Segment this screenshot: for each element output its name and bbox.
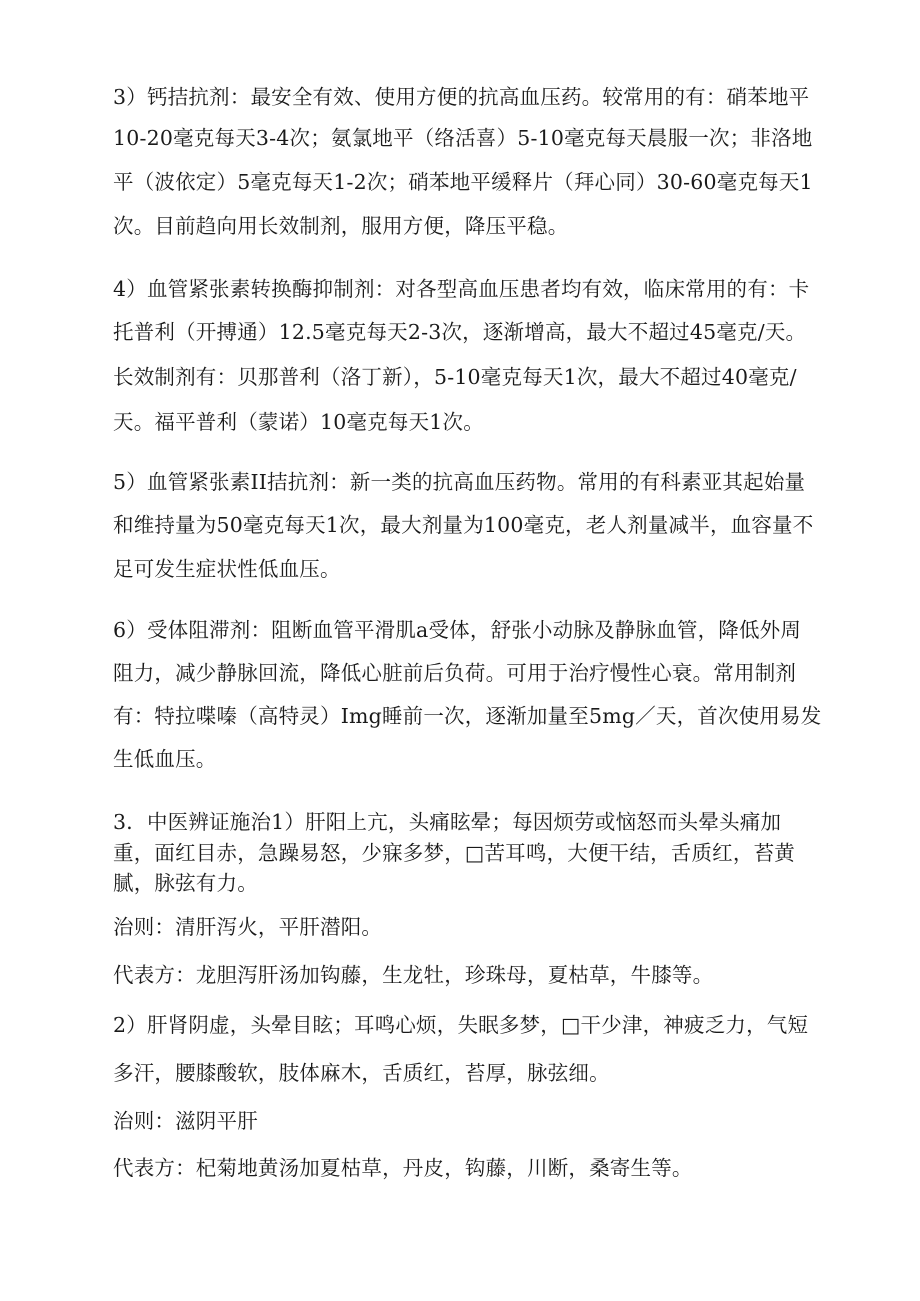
representative-formula-2: 代表方：杞菊地黄汤加夏枯草，丹皮，钩藤，川断，桑寄生等。 — [113, 1156, 693, 1180]
section-tcm-line-2: 重，面红目赤，急躁易怒，少寐多梦，□苦耳鸣，大便干结，舌质红，苔黄 — [113, 841, 795, 865]
paragraph-liver-kidney-line-2: 多汗，腰膝酸软，肢体麻木，舌质红，苔厚，脉弦细。 — [113, 1061, 610, 1085]
paragraph-calcium-antagonist-line-3: 平（波依定）5毫克每天1-2次；硝苯地平缓释片（拜心同）30-60毫克每天1 — [113, 170, 813, 194]
paragraph-calcium-antagonist-line-1: 3）钙拮抗剂：最安全有效、使用方便的抗高血压药。较常用的有：硝苯地平 — [113, 85, 810, 109]
paragraph-ace-inhibitor-line-3: 长效制剂有：贝那普利（洛丁新），5-10毫克每天1次，最大不超过40毫克/ — [113, 365, 797, 389]
paragraph-receptor-blocker-line-4: 生低血压。 — [113, 747, 217, 771]
paragraph-angiotensin-ii-antagonist-line-1: 5）血管紧张素II拮抗剂：新一类的抗高血压药物。常用的有科素亚其起始量 — [113, 470, 806, 494]
paragraph-ace-inhibitor-line-1: 4）血管紧张素转换酶抑制剂：对各型高血压患者均有效，临床常用的有：卡 — [113, 277, 810, 301]
representative-formula-1: 代表方：龙胆泻肝汤加钩藤，生龙牡，珍珠母，夏枯草，牛膝等。 — [113, 963, 714, 987]
treatment-principle-2: 治则：滋阴平肝 — [113, 1109, 258, 1133]
paragraph-receptor-blocker-line-1: 6）受体阻滞剂：阻断血管平滑肌a受体，舒张小动脉及静脉血管，降低外周 — [113, 618, 802, 642]
section-tcm-line-1: 3．中医辨证施治1）肝阳上亢，头痛眩晕；每因烦劳或恼怒而头晕头痛加 — [113, 810, 782, 834]
paragraph-calcium-antagonist-line-2: 10-20毫克每天3-4次；氨氯地平（络活喜）5-10毫克每天晨服一次；非洛地 — [113, 126, 813, 150]
paragraph-calcium-antagonist-line-4: 次。目前趋向用长效制剂，服用方便，降压平稳。 — [113, 214, 569, 238]
section-tcm-line-3: 腻，脉弦有力。 — [113, 871, 258, 895]
paragraph-receptor-blocker-line-3: 有：特拉喋嗪（高特灵）Img睡前一次，逐渐加量至5mg／天，首次使用易发 — [113, 704, 822, 728]
paragraph-ace-inhibitor-line-2: 托普利（开搏通）12.5毫克每天2-3次，逐渐增高，最大不超过45毫克/天。 — [113, 320, 807, 344]
paragraph-angiotensin-ii-antagonist-line-3: 足可发生症状性低血压。 — [113, 557, 341, 581]
paragraph-angiotensin-ii-antagonist-line-2: 和维持量为50毫克每天1次，最大剂量为100毫克，老人剂量减半，血容量不 — [113, 513, 814, 537]
paragraph-ace-inhibitor-line-4: 天。福平普利（蒙诺）10毫克每天1次。 — [113, 410, 484, 434]
paragraph-receptor-blocker-line-2: 阻力，减少静脉回流，降低心脏前后负荷。可用于治疗慢性心衰。常用制剂 — [113, 661, 797, 685]
treatment-principle-1: 治则：清肝泻火，平肝潜阳。 — [113, 915, 383, 939]
paragraph-liver-kidney-line-1: 2）肝肾阴虚，头晕目眩；耳鸣心烦，失眠多梦，□干少津，神疲乏力，气短 — [113, 1013, 809, 1037]
